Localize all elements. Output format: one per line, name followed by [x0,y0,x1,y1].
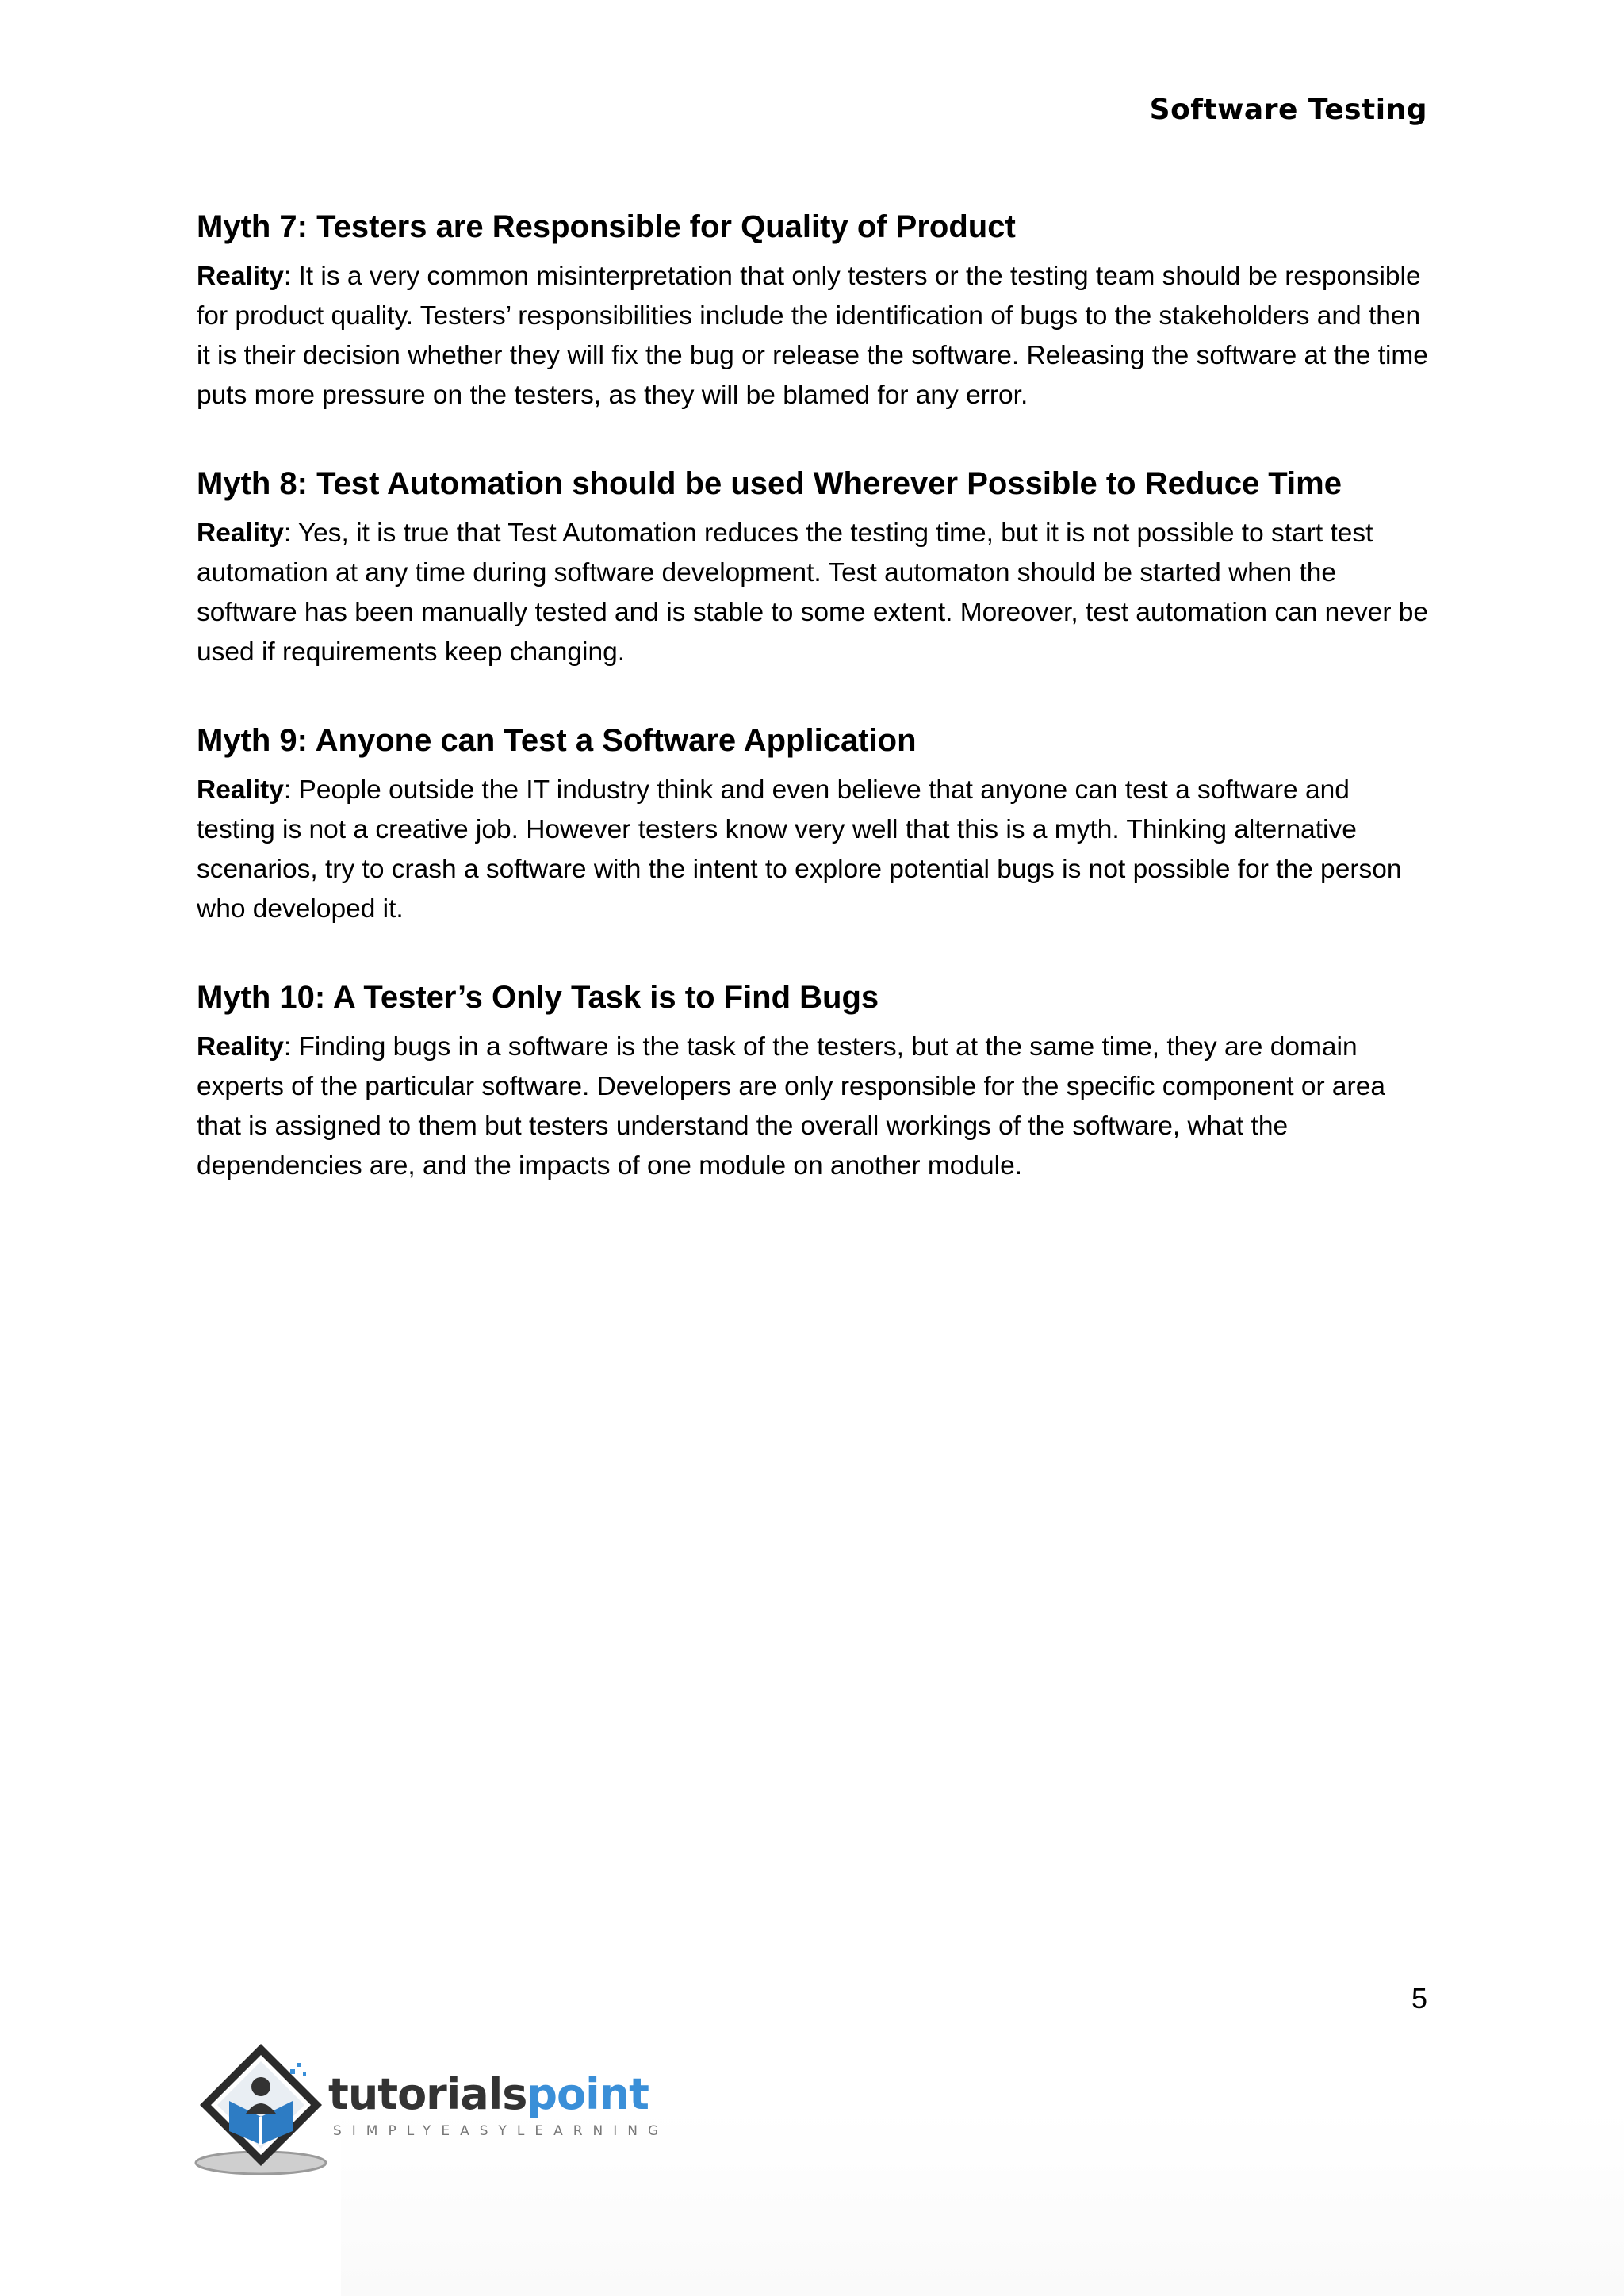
reality-text: : People outside the IT industry think and even believe that anyone can test a software and testing is not a creative job. However testers know very well that this is a myth. Thinking alternative scenarios, try to crash a software with the intent to explore potential bugs is not possible for the person who developed it. [197,775,1402,924]
logo-wordmark-part1: tutorials [328,2069,527,2119]
reality-paragraph [197,257,1434,415]
reality-label: Reality [197,775,284,805]
logo-wordmark [328,2071,649,2118]
page-number: 5 [1411,1982,1427,2015]
myth-heading: Myth 8: Test Automation should be used Wherever Possible to Reduce Time [197,466,1342,501]
myth-heading: Myth 7: Testers are Responsible for Quality of Product [197,209,1016,244]
tutorialspoint-logo [193,2038,685,2180]
reality-label: Reality [197,1032,284,1062]
reality-text: : Finding bugs in a software is the task of the testers, but at the same time, they are domain experts of the particular software. Developers are only responsible for the specific component or area that is assigned to them but testers understand the overall workings of the software, what the dependencies are, and the impacts of one module on another module. [197,1032,1385,1181]
myth-heading: Myth 9: Anyone can Test a Software Application [197,723,917,758]
reality-paragraph [197,1027,1434,1186]
reality-label: Reality [197,262,284,291]
myth-heading: Myth 10: A Tester’s Only Task is to Find Bugs [197,980,879,1015]
myth-section-8 [197,461,1434,672]
logo-tagline: SIMPLYEASYLEARNING [333,2123,669,2139]
document-body [197,205,1434,1232]
logo-wordmark-part2: point [527,2069,649,2119]
tutorialspoint-book-diamond-icon [193,2038,336,2180]
reality-paragraph [197,514,1434,672]
page-header-title: Software Testing [1149,94,1427,126]
reality-text: : Yes, it is true that Test Automation reduces the testing time, but it is not possible to start test automation at any time during software development. Test automaton should be started when the software has been manually tested and is stable to some extent. Moreover, test automation can never be used if requirements keep changing. [197,519,1429,667]
myth-section-7 [197,205,1434,415]
reality-label: Reality [197,519,284,548]
reality-paragraph [197,771,1434,929]
myth-section-9 [197,718,1434,929]
reality-text: : It is a very common misinterpretation that only testers or the testing team should be responsible for product quality. Testers’ responsibilities include the identification of bugs to the stakeholders and then it is their decision whether they will fix the bug or release the software. Releasing the software at the time puts more pressure on the testers, as they will be blamed for any error. [197,262,1428,410]
myth-section-10 [197,975,1434,1186]
